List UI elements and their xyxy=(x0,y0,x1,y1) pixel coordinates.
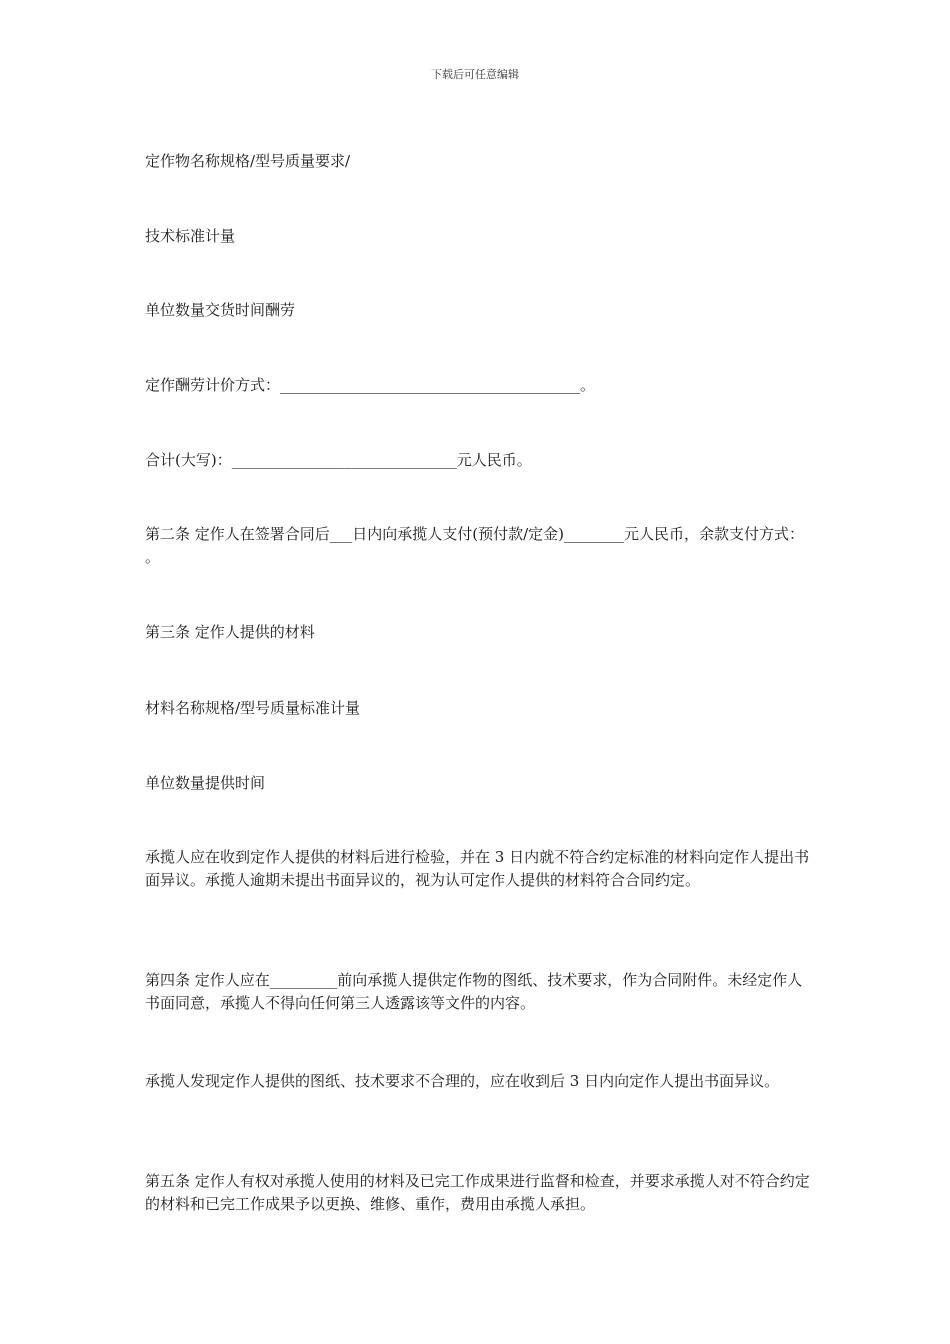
paragraph-article-3-title: 第三条 定作人提供的材料 xyxy=(145,623,315,641)
paragraph-item-spec: 定作物名称规格/型号质量要求/ xyxy=(145,152,351,170)
paragraph-tech-standard: 技术标准计量 xyxy=(145,227,236,245)
page-header: 下载后可任意编辑 xyxy=(431,68,519,81)
paragraph-article-4: 第四条 定作人应在_________前向承揽人提供定作物的图纸、技术要求，作为合同附件。未经定作人书面同意，承揽人不得向任何第三人透露该等文件的内容。 xyxy=(145,971,803,1012)
paragraph-materials-header: 材料名称规格/型号质量标准计量 xyxy=(145,699,361,717)
paragraph-pricing-method: 定作酬劳计价方式：________________________________________。 xyxy=(145,376,596,394)
paragraph-total: 合计(大写)：______________________________元人民币。 xyxy=(145,451,532,469)
paragraph-unit-qty: 单位数量交货时间酬劳 xyxy=(145,301,296,319)
paragraph-objection: 承揽人发现定作人提供的图纸、技术要求不合理的，应在收到后 3 日内向定作人提出书面异议。 xyxy=(145,1072,780,1090)
paragraph-article-5: 第五条 定作人有权对承揽人使用的材料及已完工作成果进行监督和检查，并要求承揽人对不符合约定的材料和已完工作成果予以更换、维修、重作，费用由承揽人承担。 xyxy=(145,1172,810,1213)
paragraph-inspection: 承揽人应在收到定作人提供的材料后进行检验，并在 3 日内就不符合约定标准的材料向定作人提出书面异议。承揽人逾期未提出书面异议的，视为认可定作人提供的材料符合合同约定。 xyxy=(145,848,810,889)
paragraph-materials-unit: 单位数量提供时间 xyxy=(145,774,266,792)
paragraph-article-2: 第二条 定作人在签署合同后___日内向承揽人支付(预付款/定金)________元人民币，余款支付方式： 。 xyxy=(145,525,805,566)
